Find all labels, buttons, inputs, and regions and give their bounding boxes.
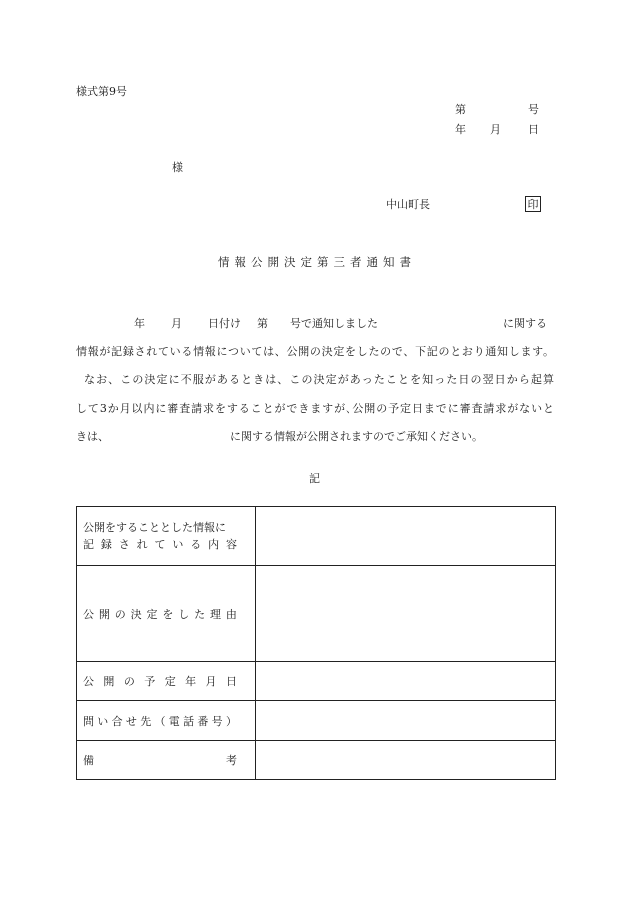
label-char: 定 bbox=[164, 675, 176, 688]
table-label-remarks bbox=[77, 741, 256, 780]
body-line1-regarding: に関する bbox=[503, 317, 547, 330]
table-label-date bbox=[77, 662, 256, 701]
form-number: 様式第9号 bbox=[76, 85, 127, 98]
document-title: 情報公開決定第三者通知書 bbox=[218, 255, 416, 269]
addressee-suffix: 様 bbox=[172, 161, 183, 174]
table-label-remarks-text bbox=[83, 752, 237, 768]
table-label-reason-text bbox=[83, 606, 237, 622]
label-char: 理 bbox=[210, 607, 221, 621]
label-char: を bbox=[162, 607, 174, 621]
label-char: 電 bbox=[168, 714, 180, 728]
body-line4: して3か月以内に審査請求をすることができますが､公開の予定日までに審査請求がないと bbox=[76, 402, 554, 415]
date-day-label: 日 bbox=[528, 123, 539, 136]
label-char: 記 bbox=[83, 538, 94, 551]
label-char: （ bbox=[154, 714, 166, 728]
label-char: 番 bbox=[197, 714, 209, 728]
ki-heading: 記 bbox=[309, 472, 320, 485]
label-char: 由 bbox=[225, 607, 237, 621]
label-char: 内 bbox=[208, 538, 220, 551]
table-value-remarks[interactable] bbox=[256, 741, 556, 780]
table-label-content-line2 bbox=[83, 536, 237, 553]
label-char: い bbox=[97, 714, 109, 728]
body-line2: 情報が記録されている情報については、公開の決定をしたので、下記のとおり通知します。 bbox=[76, 345, 554, 358]
label-char: る bbox=[190, 538, 202, 551]
label-char: 号 bbox=[211, 714, 223, 728]
remarks-char-1: 備 bbox=[83, 754, 94, 767]
sender-title: 中山町長 bbox=[386, 198, 430, 211]
label-char: ） bbox=[225, 714, 237, 728]
label-char: 容 bbox=[226, 538, 237, 551]
label-char: 予 bbox=[144, 675, 156, 688]
body-line5-start: きは、 bbox=[76, 430, 109, 443]
table-label-contact-text bbox=[83, 713, 237, 729]
body-line1-no: 第 bbox=[257, 317, 268, 330]
label-char: さ bbox=[118, 538, 130, 551]
label-char: て bbox=[154, 538, 166, 551]
date-year-label: 年 bbox=[455, 123, 466, 136]
table-label-reason bbox=[77, 566, 256, 662]
table-label-content bbox=[77, 507, 256, 566]
body-line1-month: 月 bbox=[171, 317, 182, 330]
label-char: 決 bbox=[130, 607, 142, 621]
table-label-content-line1: 公開をすることとした情報に bbox=[83, 521, 226, 534]
label-char: 開 bbox=[98, 607, 110, 621]
table-label-date-text bbox=[83, 673, 237, 689]
table-row bbox=[77, 701, 556, 741]
label-char: の bbox=[123, 675, 135, 688]
body-line5-end: に関する情報が公開されますのでご承知ください。 bbox=[230, 430, 483, 443]
label-char: 月 bbox=[205, 675, 217, 688]
label-char: 開 bbox=[103, 675, 115, 688]
table-label-contact bbox=[77, 701, 256, 741]
label-char: れ bbox=[136, 538, 148, 551]
table-row bbox=[77, 662, 556, 701]
body-line1-year: 年 bbox=[134, 317, 145, 330]
label-char: 問 bbox=[83, 714, 94, 728]
remarks-char-2: 考 bbox=[226, 754, 237, 767]
body-line1-dated: 日付け bbox=[208, 317, 241, 330]
label-char: の bbox=[114, 607, 126, 621]
label-char: 先 bbox=[140, 714, 152, 728]
label-char: 公 bbox=[83, 607, 94, 621]
table-value-contact[interactable] bbox=[256, 701, 556, 741]
table-value-content[interactable] bbox=[256, 507, 556, 566]
label-char: 日 bbox=[225, 675, 237, 688]
label-char: 合 bbox=[111, 714, 123, 728]
label-char: 話 bbox=[183, 714, 195, 728]
label-char: 公 bbox=[83, 675, 94, 688]
body-line1-notified: 号で通知しました bbox=[290, 317, 378, 330]
table-row bbox=[77, 507, 556, 566]
label-char: 年 bbox=[185, 675, 197, 688]
document-number-label: 第 bbox=[455, 103, 466, 116]
table-row bbox=[77, 566, 556, 662]
label-char: た bbox=[194, 607, 206, 621]
document-number-suffix: 号 bbox=[528, 103, 539, 116]
label-char: い bbox=[172, 538, 184, 551]
date-month-label: 月 bbox=[490, 123, 501, 136]
label-char: せ bbox=[125, 714, 137, 728]
label-char: 録 bbox=[100, 538, 112, 551]
table-value-reason[interactable] bbox=[256, 566, 556, 662]
label-char: 定 bbox=[146, 607, 158, 621]
label-char: し bbox=[178, 607, 190, 621]
body-line3: なお、この決定に不服があるときは、この決定があったことを知った日の翌日から起算 bbox=[84, 373, 554, 386]
table-value-date[interactable] bbox=[256, 662, 556, 701]
seal-mark: 印 bbox=[525, 196, 541, 212]
table-row bbox=[77, 741, 556, 780]
info-table bbox=[76, 506, 556, 780]
